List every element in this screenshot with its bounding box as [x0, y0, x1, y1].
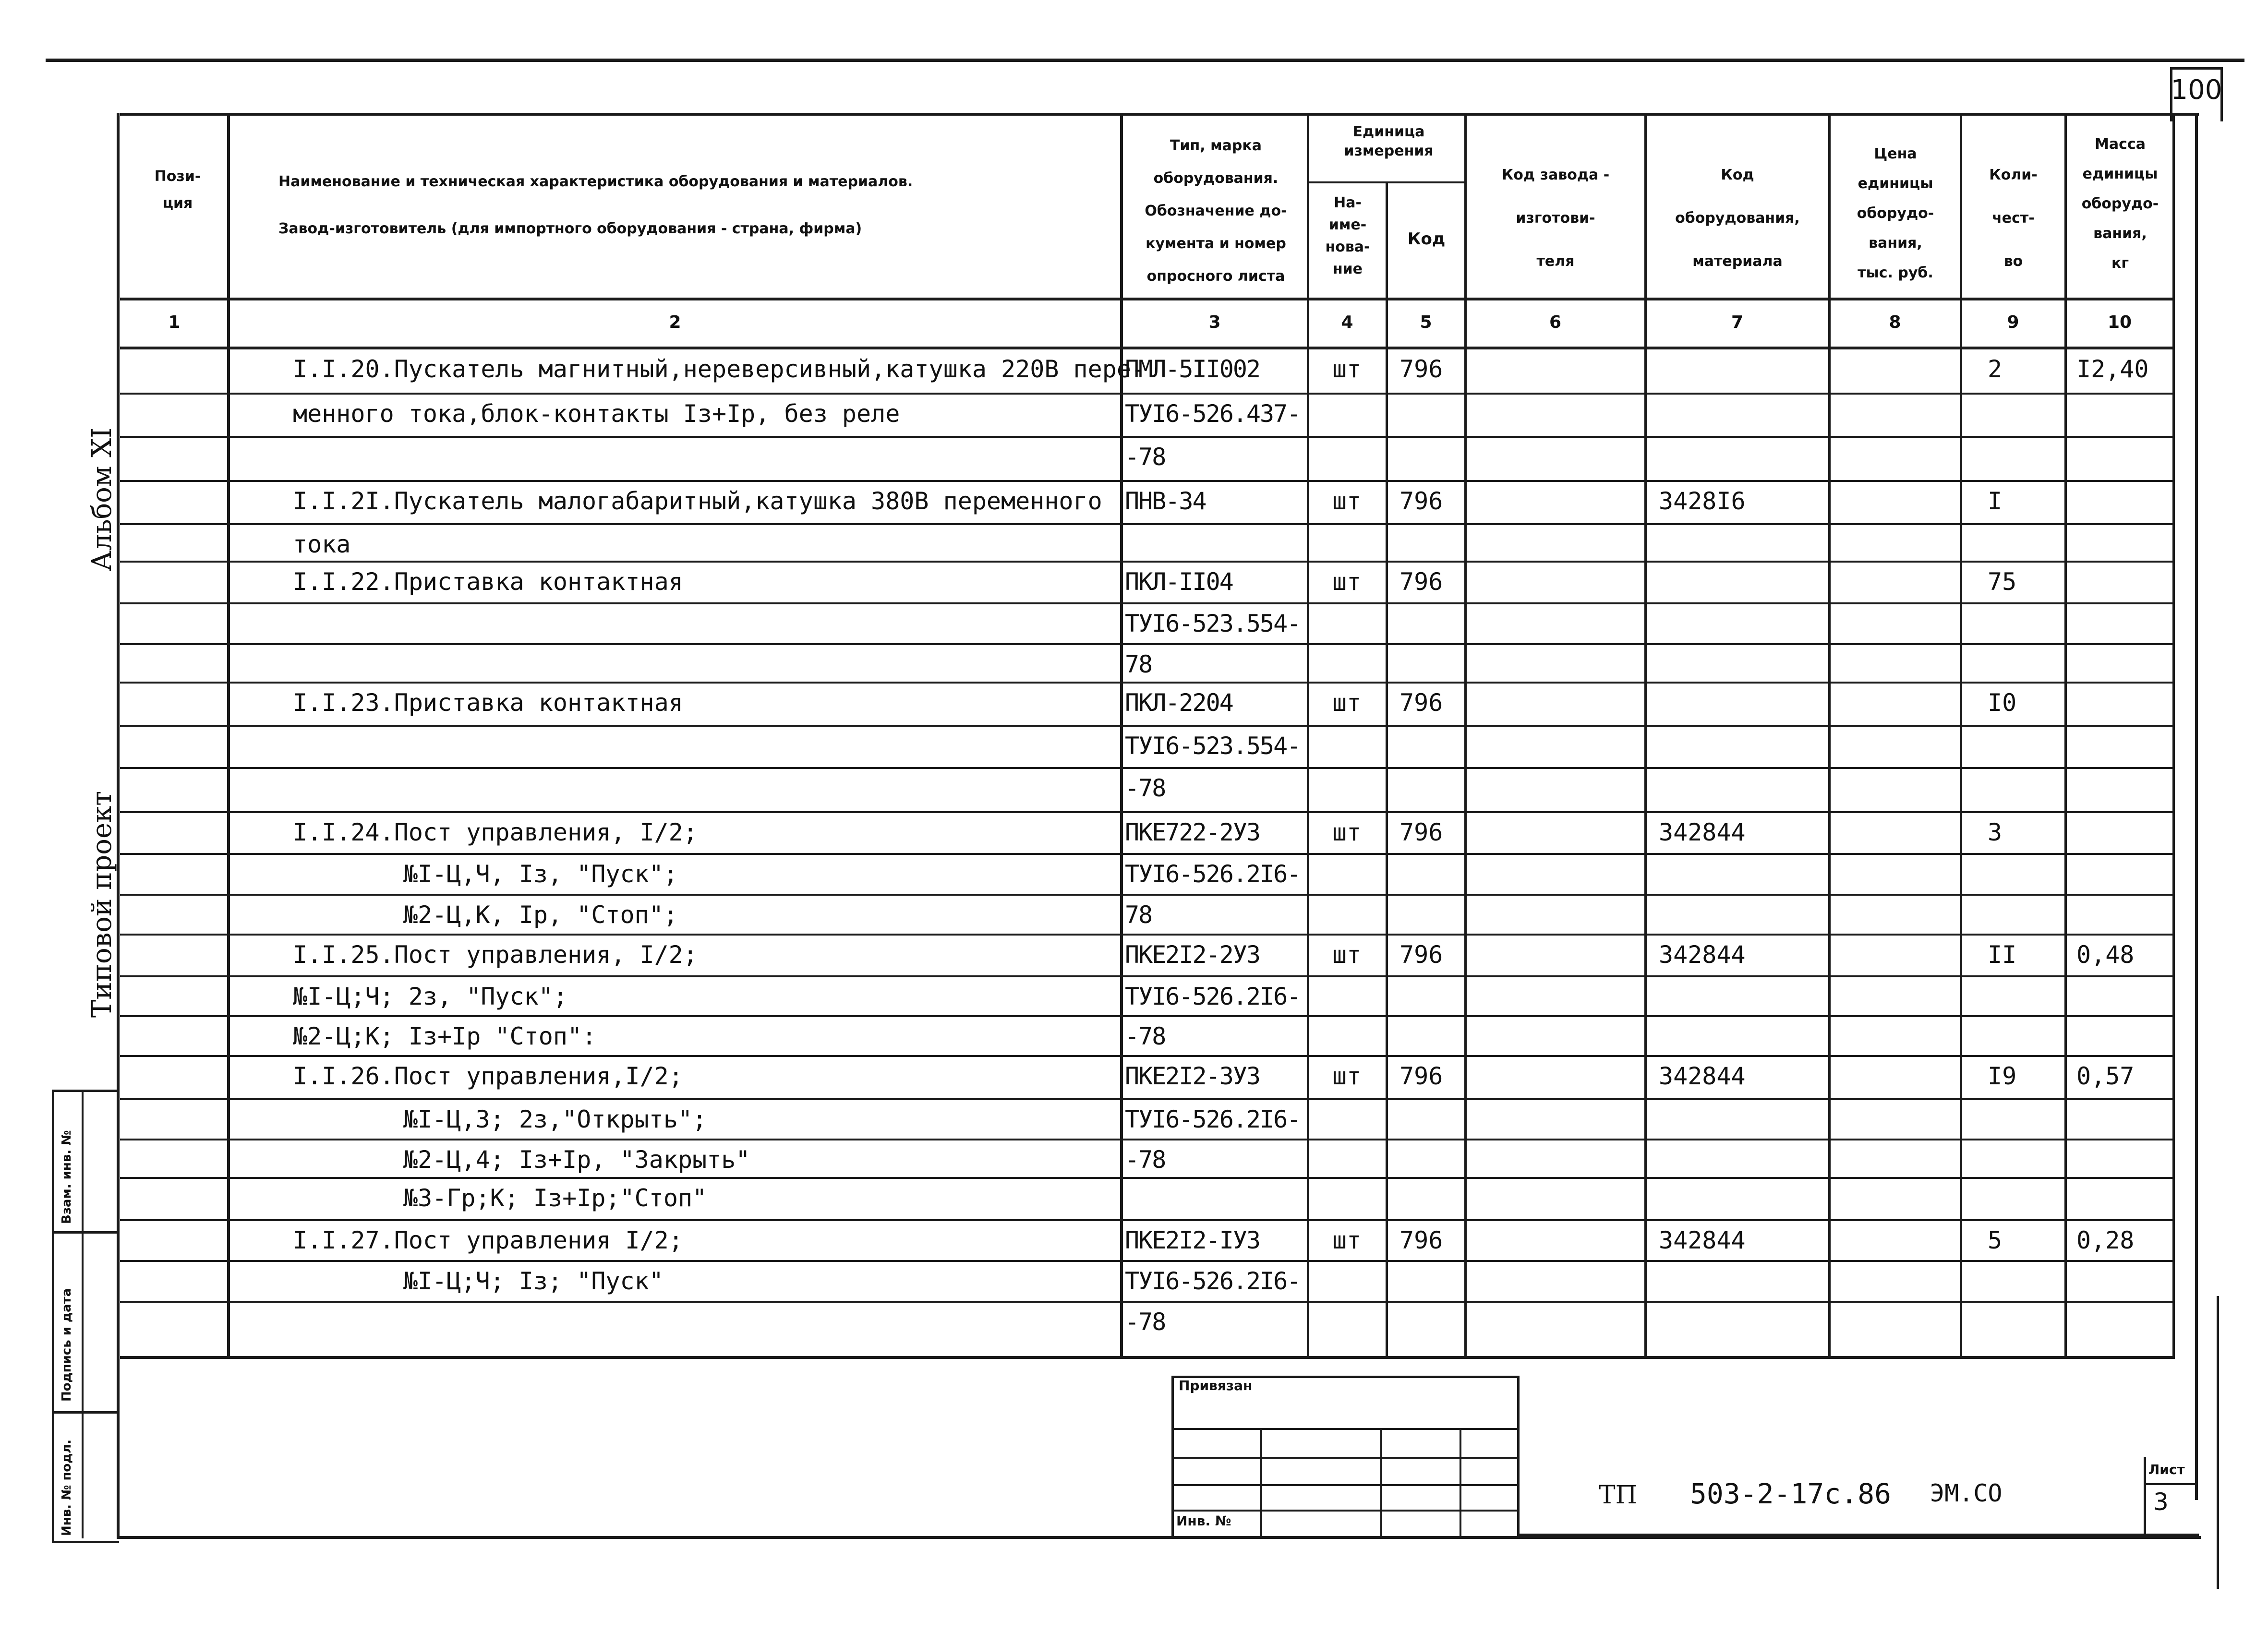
row-separator [120, 894, 2175, 896]
row-name: №2-Ц,К, Iр, "Стоп"; [403, 901, 678, 929]
colnum-3: 3 [1208, 312, 1221, 332]
header-name: Наименование и техническая характеристика оборудования и материалов. Завод-изготовитель (для импортного оборудования - страна, фирма) [278, 173, 913, 237]
row-ucode: 796 [1399, 568, 1443, 596]
row-separator [120, 523, 2175, 525]
colnum-8: 8 [1889, 312, 1901, 332]
row-separator [120, 811, 2175, 813]
row-name: №I-Ц,3; 2з,"Открыть"; [403, 1105, 707, 1133]
row-name: №I-Ц;Ч; 2з, "Пуск"; [293, 983, 567, 1010]
binding-strip-line-1 [52, 1231, 117, 1234]
row-separator [120, 934, 2175, 936]
row-separator [120, 975, 2175, 977]
colnum-9: 9 [2007, 312, 2019, 332]
row-separator [120, 393, 2175, 395]
row-separator [120, 561, 2175, 563]
row-name: №3-Гр;К; Iз+Iр;"Стоп" [403, 1184, 707, 1212]
row-ucode: 796 [1399, 487, 1443, 515]
binding-strip-line-2 [52, 1411, 117, 1414]
privyazan-label: Привязан [1179, 1378, 1253, 1393]
col-line-4 [1386, 182, 1388, 1358]
row-ucode: 796 [1399, 941, 1443, 969]
header-unit-name: На- име- нова- ние [1325, 194, 1370, 277]
colnum-7: 7 [1731, 312, 1744, 332]
row-name: №2-Ц,4; Iз+Iр, "Закрыть" [403, 1146, 750, 1174]
row-separator [120, 1177, 2175, 1179]
row-code: 3428I6 [1659, 487, 1746, 515]
row-name: I.I.27.Пост управления I/2; [293, 1226, 683, 1254]
row-type: 78 [1125, 901, 1152, 929]
row-separator [120, 1055, 2175, 1057]
top-number: 100 [2171, 74, 2222, 106]
row-unit: шт [1332, 818, 1362, 846]
row-mass: 0,48 [2076, 941, 2135, 969]
top-rule [46, 59, 2244, 62]
row-name: I.I.24.Пост управления, I/2; [293, 818, 698, 846]
colnum-6: 6 [1549, 312, 1562, 332]
privyazan-line-1 [1171, 1428, 1517, 1430]
stamp-label-podpis: Подпись и дата [60, 1288, 74, 1402]
header-qty: Коли- чест- во [1989, 167, 2038, 270]
privyazan-vline-1 [1260, 1428, 1262, 1536]
row-type: ТУI6-523.554- [1125, 732, 1301, 760]
row-unit: шт [1332, 941, 1362, 969]
row-name: I.I.2I.Пускатель малогабаритный,катушка 380В переменного [293, 487, 1102, 515]
row-separator [120, 682, 2175, 684]
binding-strip-divider [82, 1090, 84, 1538]
table-top-border [120, 113, 2199, 116]
right-margin-line [2217, 1296, 2219, 1589]
row-name: тока [293, 530, 351, 558]
row-separator [120, 1098, 2175, 1100]
row-mass: 0,28 [2076, 1226, 2135, 1254]
unit-subheader-line [1307, 181, 1467, 183]
row-qty: 5 [1988, 1226, 2003, 1254]
row-unit: шт [1332, 487, 1362, 515]
header-mass: Масса единицы оборудо- вания, кг [2081, 136, 2159, 272]
privyazan-line-4 [1171, 1510, 1517, 1512]
header-plant: Код завода - изготови- теля [1501, 167, 1610, 270]
doc-tp: ТП [1599, 1481, 1638, 1510]
row-type: ПКЕ2I2-IУЗ [1125, 1226, 1260, 1254]
row-separator [120, 480, 2175, 482]
side-label-album: Альбом XI [86, 427, 118, 571]
row-separator [120, 853, 2175, 855]
row-type: ТУI6-526.2I6- [1125, 1105, 1301, 1133]
row-unit: шт [1332, 689, 1362, 717]
row-qty: I [1988, 487, 2003, 515]
row-name: I.I.26.Пост управления,I/2; [293, 1062, 683, 1090]
row-ucode: 796 [1399, 355, 1443, 383]
stamp-label-inv: Инв. № подл. [60, 1439, 74, 1536]
colnum-4: 4 [1341, 312, 1353, 332]
row-type: ПКЛ-2204 [1125, 689, 1233, 717]
row-name: №I-Ц;Ч; Iз; "Пуск" [403, 1267, 664, 1295]
row-unit: шт [1332, 1226, 1362, 1254]
header-unit: Единица измерения [1344, 123, 1434, 159]
row-separator [120, 767, 2175, 769]
row-name: I.I.20.Пускатель магнитный,нереверсивный,катушка 220В пере- [293, 355, 1146, 383]
row-code: 342844 [1659, 818, 1746, 846]
row-name: №2-Ц;К; Iз+Iр "Стоп": [293, 1022, 597, 1050]
row-name: I.I.22.Приставка контактная [293, 568, 683, 596]
table-bottom-line [120, 1356, 2175, 1359]
inv-label: Инв. № [1176, 1513, 1231, 1529]
row-type: -78 [1125, 774, 1166, 802]
privyazan-vline-2 [1380, 1428, 1382, 1536]
row-qty: 3 [1988, 818, 2003, 846]
privyazan-line-3 [1171, 1484, 1517, 1486]
row-type: ТУI6-526.2I6- [1125, 983, 1301, 1010]
row-separator [120, 1301, 2175, 1303]
row-qty: I0 [1988, 689, 2017, 717]
row-separator [120, 1219, 2175, 1221]
row-separator [120, 436, 2175, 438]
colnum-5: 5 [1420, 312, 1432, 332]
row-type: ТУI6-526.437- [1125, 400, 1301, 428]
row-name: менного тока,блок-контакты Iз+Iр, без реле [293, 400, 900, 428]
row-type: ТУI6-523.554- [1125, 610, 1301, 637]
privyazan-vline-3 [1460, 1428, 1461, 1536]
colnum-10: 10 [2107, 312, 2132, 332]
row-type: -78 [1125, 1022, 1166, 1050]
row-separator [120, 1139, 2175, 1140]
row-ucode: 796 [1399, 689, 1443, 717]
row-type: ПКЕ722-2УЗ [1125, 818, 1260, 846]
row-code: 342844 [1659, 1226, 1746, 1254]
row-ucode: 796 [1399, 818, 1443, 846]
header-type: Тип, марка оборудования. Обозначение до- кумента и номер опросного листа [1145, 137, 1287, 285]
frame-right-border [2195, 113, 2198, 1500]
row-separator [120, 602, 2175, 604]
row-name: I.I.23.Приставка контактная [293, 689, 683, 717]
row-type: ПКЛ-II04 [1125, 568, 1233, 596]
row-type: ТУI6-526.2I6- [1125, 860, 1301, 888]
row-unit: шт [1332, 355, 1362, 383]
row-separator [120, 725, 2175, 727]
side-label-project: Типовой проект [86, 791, 118, 1018]
doc-number: 503-2-17с.86 [1690, 1477, 1892, 1510]
row-separator [120, 643, 2175, 645]
stamp-label-vzam: Взам. инв. № [60, 1130, 74, 1224]
row-ucode: 796 [1399, 1226, 1443, 1254]
row-type: -78 [1125, 1146, 1166, 1174]
header-code: Код оборудования, материала [1675, 167, 1800, 270]
row-type: ПНВ-34 [1125, 487, 1206, 515]
colnum-1: 1 [168, 312, 181, 332]
row-qty: 2 [1988, 355, 2003, 383]
row-name: I.I.25.Пост управления, I/2; [293, 941, 698, 969]
row-separator [120, 1015, 2175, 1017]
list-number: 3 [2153, 1488, 2169, 1516]
row-name: №I-Ц,Ч, Iз, "Пуск"; [403, 860, 678, 888]
row-ucode: 796 [1399, 1062, 1443, 1090]
row-type: ТУI6-526.2I6- [1125, 1267, 1301, 1295]
row-type: ПКЕ2I2-2УЗ [1125, 941, 1260, 969]
row-unit: шт [1332, 1062, 1362, 1090]
row-type: -78 [1125, 443, 1166, 471]
row-type: ПМЛ-5II002 [1125, 355, 1260, 383]
row-type: -78 [1125, 1308, 1166, 1336]
doc-suffix: ЭМ.СО [1930, 1479, 2003, 1507]
list-label: Лист [2148, 1462, 2185, 1477]
row-qty: 75 [1988, 568, 2017, 596]
stamp-bottom-line [1517, 1534, 2199, 1536]
row-mass: 0,57 [2076, 1062, 2135, 1090]
row-unit: шт [1332, 568, 1362, 596]
header-position: Пози- ция [154, 168, 201, 212]
row-qty: I9 [1988, 1062, 2017, 1090]
privyazan-line-2 [1171, 1457, 1517, 1459]
row-mass: I2,40 [2076, 355, 2149, 383]
row-code: 342844 [1659, 941, 1746, 969]
list-box-line [2144, 1483, 2196, 1485]
row-qty: II [1988, 941, 2017, 969]
header-price: Цена единицы оборудо- вания, тыс. руб. [1857, 145, 1934, 281]
header-unit-code: Код [1407, 229, 1446, 249]
row-separator [120, 1260, 2175, 1262]
row-type: 78 [1125, 650, 1152, 678]
colnum-2: 2 [669, 312, 681, 332]
row-type: ПКЕ2I2-3УЗ [1125, 1062, 1260, 1090]
row-code: 342844 [1659, 1062, 1746, 1090]
